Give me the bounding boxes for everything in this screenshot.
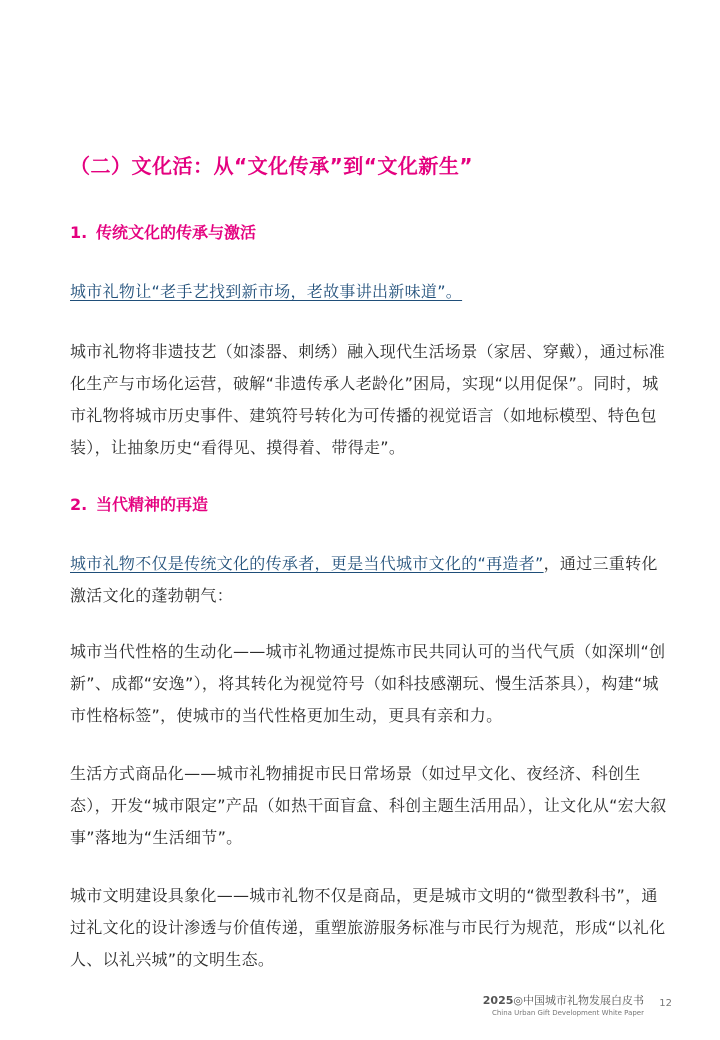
footer-title-line (483, 992, 644, 1008)
subheading-2 (70, 492, 208, 515)
footer-subtitle: China Urban Gift Development White Paper (491, 1009, 644, 1017)
subheading-1 (70, 220, 256, 243)
logo-icon: ◎ (513, 994, 523, 1007)
page-footer (483, 992, 644, 1017)
lead-2-rest-text: ，通过三重转化激活文化的蓬勃朝气： (70, 554, 658, 605)
subheading-2-title: 当代精神的再造 (96, 495, 209, 514)
paragraph-3: 生活方式商品化——城市礼物捕捉市民日常场景（如过早文化、夜经济、科创生态），开发“城市限定”产品（如热干面盲盒、科创主题生活用品），让文化从“宏大叙事”落地为“生活细节”。 (70, 764, 667, 847)
paragraph-4: 城市文明建设具象化——城市礼物不仅是商品，更是城市文明的“微型教科书”，通过礼文化的设计渗透与价值传递，重塑旅游服务标准与市民行为规范，形成“以礼化人、以礼兴城”的文明生态。 (70, 886, 666, 969)
page-number: 12 (659, 998, 672, 1009)
subheading-1-title: 传统文化的传承与激活 (96, 223, 257, 242)
footer-title: 中国城市礼物发展白皮书 (523, 994, 644, 1007)
footer-year: 2025 (482, 994, 514, 1007)
section-title: （二）文化活：从“文化传承”到“文化新生” (70, 154, 474, 178)
lead-1-underlined-text: 城市礼物让“老手艺找到新市场，老故事讲出新味道”。 (70, 282, 463, 301)
lead-paragraph-2 (70, 548, 670, 612)
subheading-1-number: 1. (70, 223, 88, 242)
paragraph-2: 城市当代性格的生动化——城市礼物通过提炼市民共同认可的当代气质（如深圳“创新”、成都“安逸”），将其转化为视觉符号（如科技感潮玩、慢生活茶具），构建“城市性格标签”，使城市的当代性格更加生动，更具有亲和力。 (70, 642, 666, 725)
lead-2-underlined-text: 城市礼物不仅是传统文化的传承者，更是当代城市文化的“再造者” (70, 554, 544, 573)
subheading-2-number: 2. (70, 495, 88, 514)
paragraph-1: 城市礼物将非遗技艺（如漆器、刺绣）融入现代生活场景（家居、穿戴），通过标准化生产与市场化运营，破解“非遗传承人老龄化”困局，实现“以用促保”。同时，城市礼物将城市历史事件、建筑符号转化为可传播的视觉语言（如地标模型、特色包装），让抽象历史“看得见、摸得着、带得走”。 (70, 342, 666, 457)
lead-paragraph-1 (70, 276, 670, 308)
